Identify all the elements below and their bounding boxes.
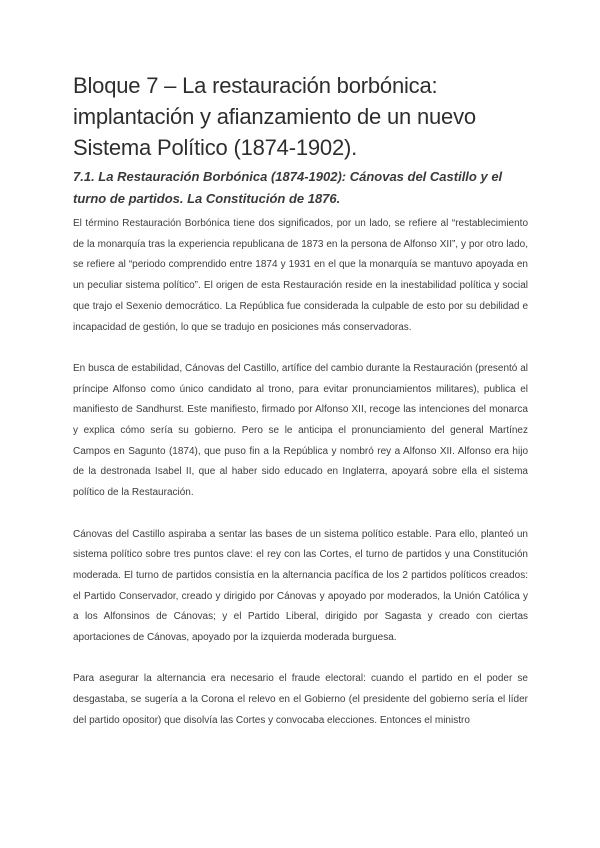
section-heading: 7.1. La Restauración Borbónica (1874-1902): Cánovas del Castillo y el turno de partidos. La Constitución de 1876. xyxy=(73,169,503,206)
document-title: Bloque 7 – La restauración borbónica: implantación y afianzamiento de un nuevo Sistema Político (1874-1902). xyxy=(73,73,476,160)
document-body xyxy=(73,70,528,732)
paragraph-2: En busca de estabilidad, Cánovas del Castillo, artífice del cambio durante la Restauración (presentó al príncipe Alfonso como único candidato al trono, para evitar pronunciamientos militares), publica el manifiesto de Sandhurst. Este manifiesto, firmado por Alfonso XII, recoge las intenciones del monarca y explica cómo sería su gobierno. Pero se le anticipa el pronunciamiento del general Martínez Campos en Sagunto (1874), que puso fin a la República y nombró rey a Alfonso XII. Alfonso era hijo de la destronada Isabel II, que al haber sido educado en Inglaterra, apoyará sobre ella el sistema político de la Restauración. xyxy=(73,362,528,499)
paragraph-3: Cánovas del Castillo aspiraba a sentar las bases de un sistema político estable. Para ello, planteó un sistema político sobre tres puntos clave: el rey con las Cortes, el turno de partidos y una Constitución moderada. El turno de partidos consistía en la alternancia pacífica de los 2 partidos políticos creados: el Partido Conservador, creado y dirigido por Cánovas y apoyado por moderados, la Unión Católica y a los Alfonsinos de Cánovas; y el Partido Liberal, dirigido por Sagasta y creado con ciertas aportaciones de Cánovas, apoyado por la izquierda moderada burguesa. xyxy=(73,528,528,644)
paragraph-4: Para asegurar la alternancia era necesario el fraude electoral: cuando el partido en el poder se desgastaba, se sugería a la Corona el relevo en el Gobierno (el presidente del gobierno sería el líder del partido opositor) que disolvía las Cortes y convocaba elecciones. Entonces el ministro xyxy=(73,673,528,726)
paragraph-1: El término Restauración Borbónica tiene dos significados, por un lado, se refiere al “restablecimiento de la monarquía tras la experiencia republicana de 1873 en la persona de Alfonso XII”, y por otro lado, se refiere al “periodo comprendido entre 1874 y 1931 en el que la monarquía se mantuvo apoyada en un peculiar sistema político”. El origen de esta Restauración reside en la inestabilidad política y social que trajo el Sexenio democrático. La República fue considerada la culpable de esto por su debilidad e incapacidad de gestión, lo que se tradujo en posiciones más conservadoras. xyxy=(73,218,528,333)
